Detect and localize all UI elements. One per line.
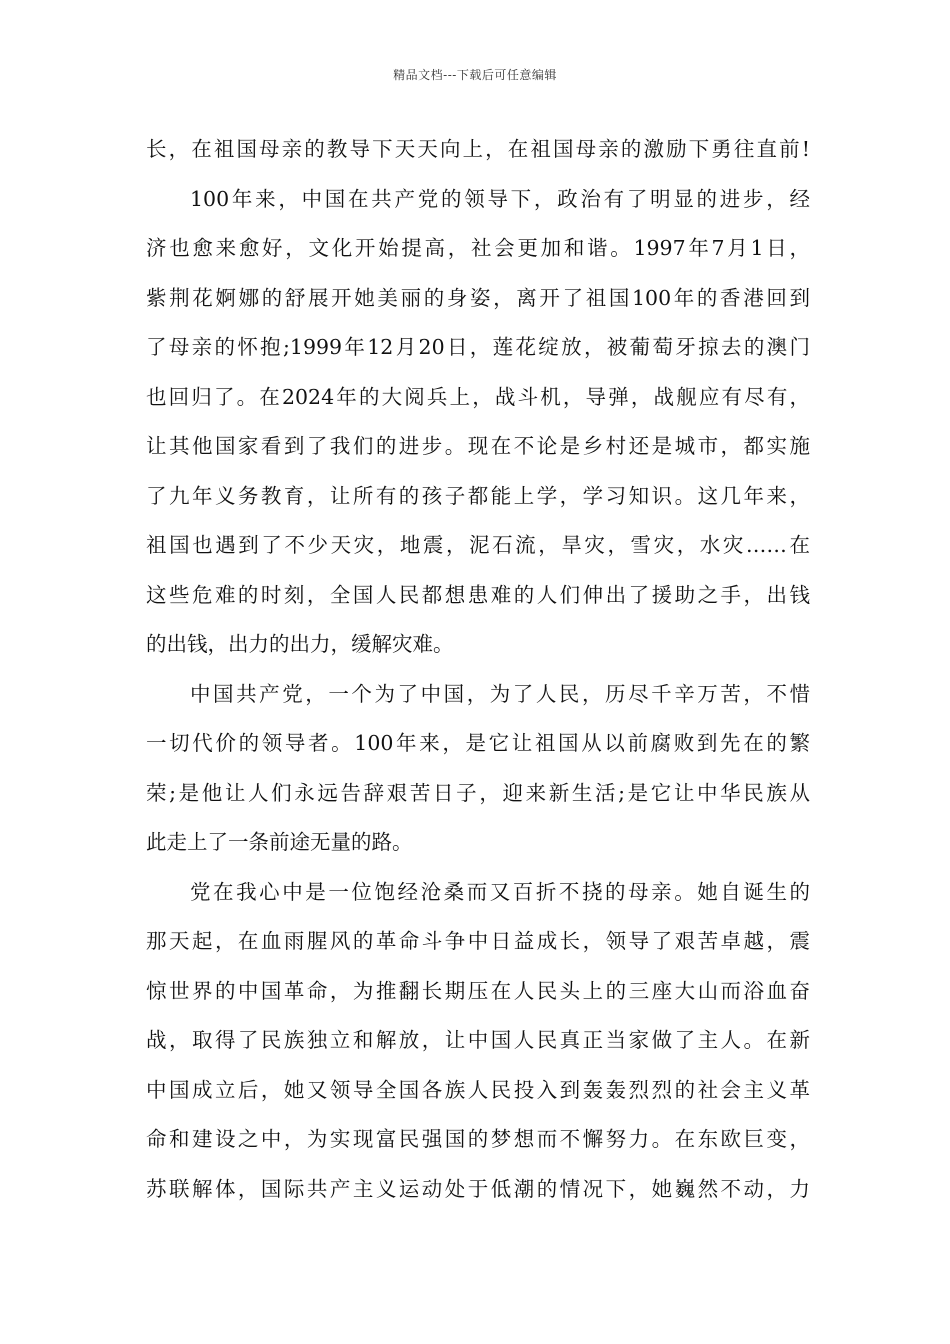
page-header: 精品文档---下载后可任意编辑: [393, 68, 557, 82]
text-line: 也回归了。在2024年的大阅兵上，战斗机，导弹，战舰应有尽有，: [146, 384, 810, 409]
text-line: 命和建设之中，为实现富民强国的梦想而不懈努力。在东欧巨变，: [146, 1127, 810, 1151]
text-line: 了九年义务教育，让所有的孩子都能上学，学习知识。这几年来，: [146, 483, 810, 508]
text-line: 一切代价的领导者。100年来，是它让祖国从以前腐败到先在的繁: [146, 731, 810, 755]
document-body: [146, 130, 810, 1219]
text-line: 紫荆花婀娜的舒展开她美丽的身姿，离开了祖国100年的香港回到: [146, 285, 810, 310]
text-line: 100年来，中国在共产党的领导下，政治有了明显的进步，经: [190, 186, 810, 211]
text-line: 的出钱，出力的出力，缓解灾难。: [146, 632, 454, 656]
text-line: 那天起，在血雨腥风的革命斗争中日益成长，领导了艰苦卓越，震: [146, 929, 810, 953]
text-line: 祖国也遇到了不少天灾，地震，泥石流，旱灾，雪灾，水灾……在: [146, 533, 810, 557]
text-line: 这些危难的时刻，全国人民都想患难的人们伸出了援助之手，出钱: [146, 582, 810, 607]
text-line: 惊世界的中国革命，为推翻长期压在人民头上的三座大山而浴血奋: [146, 978, 810, 1003]
text-line: 了母亲的怀抱;1999年12月20日，莲花绽放，被葡萄牙掠去的澳门: [146, 335, 810, 359]
text-line: 中国共产党，一个为了中国，为了人民，历尽千辛万苦，不惜: [190, 681, 810, 706]
text-line: 战，取得了民族独立和解放，让中国人民真正当家做了主人。在新: [146, 1028, 810, 1052]
text-line: 长，在祖国母亲的教导下天天向上，在祖国母亲的激励下勇往直前!: [146, 137, 810, 161]
text-line: 此走上了一条前途无量的路。: [146, 830, 413, 854]
text-line: 党在我心中是一位饱经沧桑而又百折不挠的母亲。她自诞生的: [190, 879, 810, 904]
text-line: 让其他国家看到了我们的进步。现在不论是乡村还是城市，都实施: [146, 434, 810, 458]
text-line: 荣;是他让人们永远告辞艰苦日子，迎来新生活;是它让中华民族从: [146, 780, 810, 805]
text-line: 苏联解体，国际共产主义运动处于低潮的情况下，她巍然不动，力: [146, 1176, 810, 1201]
text-line: 济也愈来愈好，文化开始提高，社会更加和谐。1997年7月1日，: [146, 236, 810, 260]
text-line: 中国成立后，她又领导全国各族人民投入到轰轰烈烈的社会主义革: [146, 1077, 810, 1102]
